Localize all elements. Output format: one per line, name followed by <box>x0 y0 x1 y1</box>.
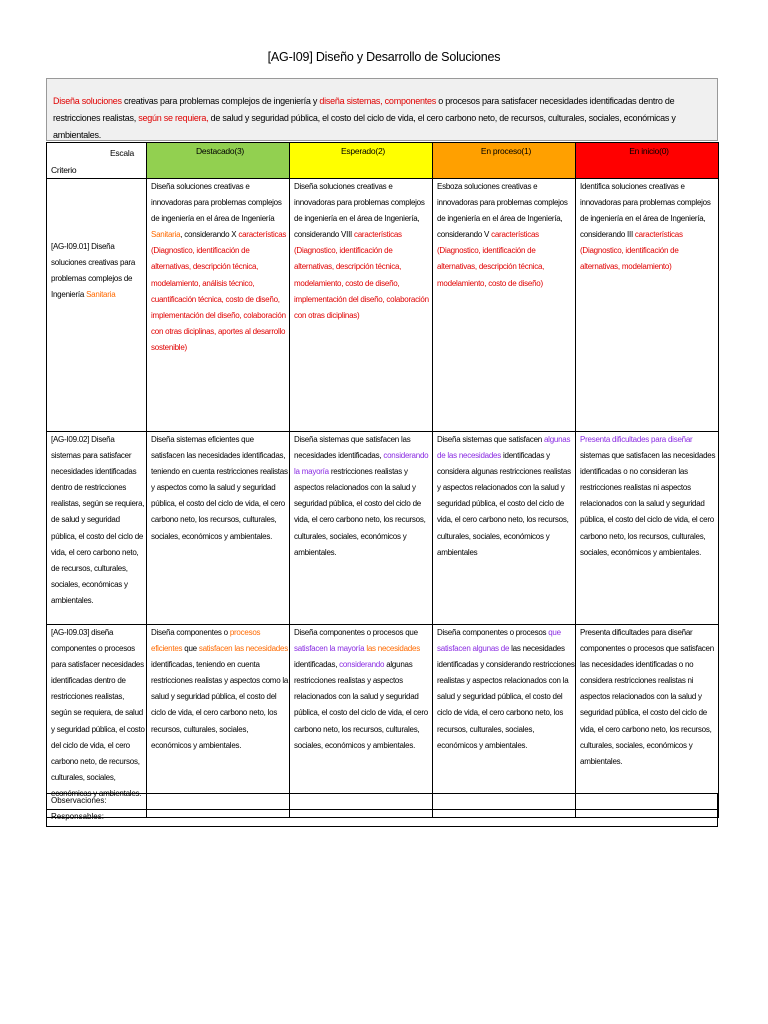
descriptor-text: Diseña soluciones creativas e innovadoras para problemas complejos de ingeniería en el área de Ingeniería, considerando VIII <box>294 182 425 240</box>
rubric-header-row <box>47 143 719 179</box>
intro-text: de salud y seguridad pública, el costo del ciclo de vida, el cero carbono neto, de recursos, culturales, sociales, económicas y ambientales. <box>53 113 676 140</box>
descriptor-highlight: considerando la mayoría <box>294 451 429 477</box>
level-esperado-header: Esperado(2) <box>290 143 433 179</box>
scale-label: Escala <box>109 148 134 158</box>
descriptor-destacado <box>147 179 290 432</box>
descriptor-text: identificadas, teniendo en cuenta restricciones realistas y aspectos como la salud y seguridad pública, el costo del ciclo de vida, el cero carbono neto, los recursos, culturales, sociales, económicos y ambientales. <box>151 660 289 750</box>
criterion-label: Criterio <box>51 165 77 175</box>
intro-text: o procesos para satisfacer necesidades identificadas dentro de restricciones realistas, <box>53 96 675 123</box>
table-row <box>47 432 719 625</box>
descriptor-highlight: características (Diagnostico, identificación de alternativas, descripción técnica, modelamiento, análisis técnico, cuantificación técnica, costo de diseño, implementación del diseño, colaboración con otras diciplinas, aportes al desarrollo sostenible) <box>151 230 287 352</box>
descriptor-esperado <box>290 432 433 625</box>
criterion-text: [AG-I09.01] Diseña soluciones creativas para problemas complejos de Ingeniería <box>51 242 136 300</box>
descriptor-text: Diseña soluciones creativas e innovadoras para problemas complejos de ingeniería en el área de Ingeniería <box>151 182 282 224</box>
descriptor-text: que <box>182 644 199 654</box>
descriptor-en-proceso <box>433 179 576 432</box>
intro-highlight: Diseña soluciones <box>53 96 122 106</box>
descriptor-highlight: Sanitaria <box>151 230 181 240</box>
descriptor-en-inicio: Presenta dificultades para diseñar componentes o procesos que satisfacen las necesidades identificadas o no considera restricciones realistas ni aspectos relacionados con la salud y seguridad pública, el costo del ciclo de vida, el cero carbono neto, los recursos, culturales, sociales, económicos y ambientales. <box>576 625 719 818</box>
descriptor-highlight: características (Diagnostico, identificación de alternativas, descripción técnica, modelamiento, costo de diseño) <box>437 230 545 288</box>
divider <box>46 768 47 794</box>
descriptor-highlight: las necesidades <box>364 644 420 654</box>
descriptor-text: sistemas que satisfacen las necesidades identificadas o no consideran las restricciones realistas ni aspectos relacionados con la salud y seguridad pública, el costo del ciclo de vida, el cero carbono neto, los recursos, culturales, sociales, económicos y ambientales. <box>580 451 716 557</box>
responsible-field[interactable]: Responsables: <box>46 809 718 827</box>
scale-criterion-header <box>47 143 147 179</box>
descriptor-esperado <box>290 625 433 818</box>
intro-highlight: según se requiera, <box>138 113 209 123</box>
descriptor-text: restricciones realistas y aspectos relacionados con la salud y seguridad pública, el costo del ciclo de vida, el cero carbono neto, los recursos, culturales, sociales, económicos y ambientales. <box>294 467 426 557</box>
descriptor-highlight: satisfacen las necesidades <box>198 644 288 654</box>
observations-field[interactable]: Observaciones: <box>46 793 718 810</box>
descriptor-highlight: satisfacen la mayoría <box>294 644 365 654</box>
descriptor-text: Diseña componentes o procesos <box>437 628 549 637</box>
rubric-table <box>46 142 719 818</box>
descriptor-text: Esboza soluciones creativas e innovadoras para problemas complejos de ingeniería en el área de Ingeniería, considerando V <box>437 182 568 240</box>
intro-text: creativas para problemas complejos de ingeniería y <box>121 96 320 106</box>
criterion-cell: [AG-I09.03] diseña componentes o procesos para satisfacer necesidades identificadas dentro de restricciones realistas, según se requiera, de salud y seguridad pública, el costo del ciclo de vida, el cero carbono neto, de recursos, culturales, sociales, económicas y ambientales. <box>47 625 147 818</box>
descriptor-highlight: características (Diagnostico, identificación de alternativas, modelamiento) <box>580 230 683 272</box>
descriptor-text: Diseña componentes o <box>151 628 230 637</box>
descriptor-text: Diseña sistemas que satisfacen <box>437 435 544 444</box>
descriptor-highlight: considerando <box>339 660 385 670</box>
level-destacado-header: Destacado(3) <box>147 143 290 179</box>
descriptor-esperado <box>290 179 433 432</box>
criterion-highlight: Sanitaria <box>86 290 116 300</box>
descriptor-text: , considerando X <box>180 230 239 240</box>
descriptor-destacado <box>147 625 290 818</box>
table-row <box>47 179 719 432</box>
competence-description <box>46 78 718 141</box>
descriptor-text: Diseña sistemas que satisfacen las necesidades identificadas, <box>294 435 411 461</box>
page-title: [AG-I09] Diseño y Desarrollo de Soluciones <box>267 50 501 64</box>
descriptor-text: Diseña componentes o procesos que <box>294 628 418 637</box>
level-en-inicio-header: En inicio(0) <box>576 143 719 179</box>
table-row <box>47 625 719 818</box>
descriptor-text: las necesidades identificadas y considerando restricciones realistas y aspectos relacionados con la salud y seguridad pública, el costo del ciclo de vida, el cero carbono neto, los recursos, culturales, sociales, económicos y ambientales. <box>437 644 575 750</box>
descriptor-en-inicio <box>576 179 719 432</box>
descriptor-en-inicio <box>576 432 719 625</box>
intro-highlight: diseña sistemas, componentes <box>319 96 436 106</box>
level-en-proceso-header: En proceso(1) <box>433 143 576 179</box>
descriptor-text: identificadas y considera algunas restricciones realistas y aspectos relacionados con la salud y seguridad pública, el costo del ciclo de vida, el cero carbono neto, los recursos, culturales, sociales, económicos y ambientales <box>437 451 571 557</box>
descriptor-destacado: Diseña sistemas eficientes que satisfacen las necesidades identificadas, teniendo en cuenta restricciones realistas y aspectos como la salud y seguridad pública, el costo del ciclo de vida, el cero carbono neto, los recursos, culturales, sociales, económicos y ambientales. <box>147 432 290 625</box>
descriptor-highlight: Presenta dificultades para diseñar <box>580 435 693 444</box>
descriptor-highlight: que satisfacen algunas de <box>437 628 561 654</box>
descriptor-highlight: procesos eficientes <box>151 628 261 654</box>
criterion-cell <box>47 179 147 432</box>
descriptor-text: Identifica soluciones creativas e innovadoras para problemas complejos de ingeniería en el área de Ingeniería, considerando III <box>580 182 711 240</box>
descriptor-text: algunas restricciones realistas y aspectos relacionados con la salud y seguridad pública, el costo del ciclo de vida, el cero carbono neto, los recursos, culturales, sociales, económicos y ambientales. <box>294 660 428 750</box>
descriptor-en-proceso <box>433 432 576 625</box>
criterion-cell: [AG-I09.02] Diseña sistemas para satisfacer necesidades identificadas dentro de restricciones realistas, según se requiera, de salud y seguridad pública, el costo del ciclo de vida, el cero carbono neto, de recursos, culturales, sociales, económicas y ambientales. <box>47 432 147 625</box>
descriptor-text: identificadas, <box>294 660 340 670</box>
descriptor-en-proceso <box>433 625 576 818</box>
descriptor-highlight: algunas de las necesidades <box>437 435 571 461</box>
descriptor-highlight: características (Diagnostico, identificación de alternativas, descripción técnica, modelamiento, costo de diseño, implementación del diseño, colaboración con otras diciplinas) <box>294 230 429 320</box>
